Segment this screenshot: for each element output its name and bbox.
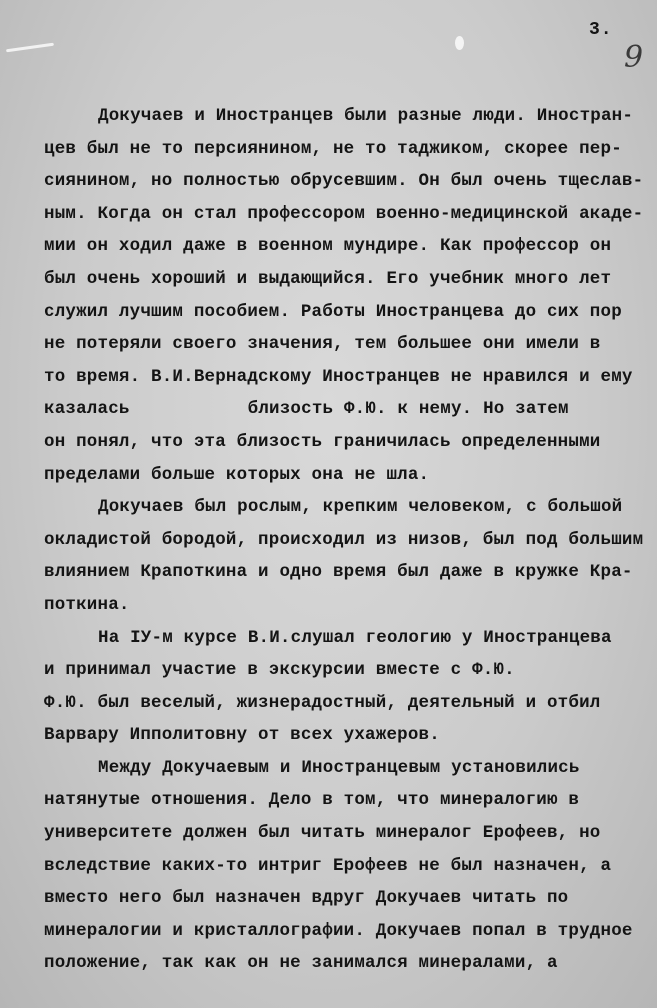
text-line: университете должен был читать минералог Ерофеев, но [44, 823, 601, 844]
text-line: влиянием Крапоткина и одно время был даже в кружке Кра- [44, 562, 633, 583]
text-fragment: близость Ф.Ю. к нему. Но затем [247, 399, 569, 420]
handwritten-margin-note: 9 [624, 40, 644, 75]
text-line: Докучаев и Иностранцев были разные люди. Иностран- [98, 106, 634, 126]
text-line: поткина. [44, 594, 130, 615]
text-line: сиянином, но полностью обрусевшим. Он был очень тщеслав- [44, 171, 644, 192]
text-line: ным. Когда он стал профессором военно-медицинской акаде- [44, 203, 644, 224]
text-line: окладистой бородой, происходил из низов, был под большим [44, 529, 644, 550]
text-line: Ф.Ю. был веселый, жизнерадостный, деятельный и отбил [44, 692, 601, 713]
text-line: он понял, что эта близость граничилась определенными [44, 431, 601, 452]
text-line: минералогии и кристаллографии. Докучаев попал в трудное [44, 920, 633, 941]
text-line: натянутые отношения. Дело в том, что минералогию в [44, 790, 580, 811]
text-line: пределами больше которых она не шла. [44, 464, 430, 485]
text-line: цев был не то персиянином, не то таджиком, скорее пер- [44, 138, 622, 159]
text-line-with-gap [44, 393, 634, 426]
typed-text-body [44, 100, 644, 980]
text-line: На IУ-м курсе В.И.слушал геологию у Иностранцева [98, 627, 612, 648]
text-fragment: казалась [44, 399, 130, 420]
text-line: вследствие каких-то интриг Ерофеев не был назначен, а [44, 855, 612, 876]
paper-blot-mark [455, 36, 464, 50]
text-line: служил лучшим пособием. Работы Иностранцева до сих пор [44, 301, 622, 322]
text-line: мии он ходил даже в военном мундире. Как профессор он [44, 236, 612, 257]
text-line: то время. В.И.Вернадскому Иностранцев не нравился и ему [44, 366, 633, 387]
paper-scratch-mark [6, 43, 54, 53]
text-line: Варвару Ипполитовну от всех ухажеров. [44, 725, 440, 746]
text-line: был очень хороший и выдающийся. Его учебник много лет [44, 268, 612, 289]
text-line: вместо него был назначен вдруг Докучаев читать по [44, 888, 569, 909]
text-line: положение, так как он не занимался минералами, а [44, 953, 558, 974]
text-line: не потеряли своего значения, тем большее они имели в [44, 334, 601, 355]
page-number: 3. [589, 20, 613, 40]
text-line: и принимал участие в экскурсии вместе с Ф.Ю. [44, 660, 515, 681]
text-line: Между Докучаевым и Иностранцевым установились [98, 757, 580, 778]
text-line: Докучаев был рослым, крепким человеком, с большой [98, 497, 623, 518]
